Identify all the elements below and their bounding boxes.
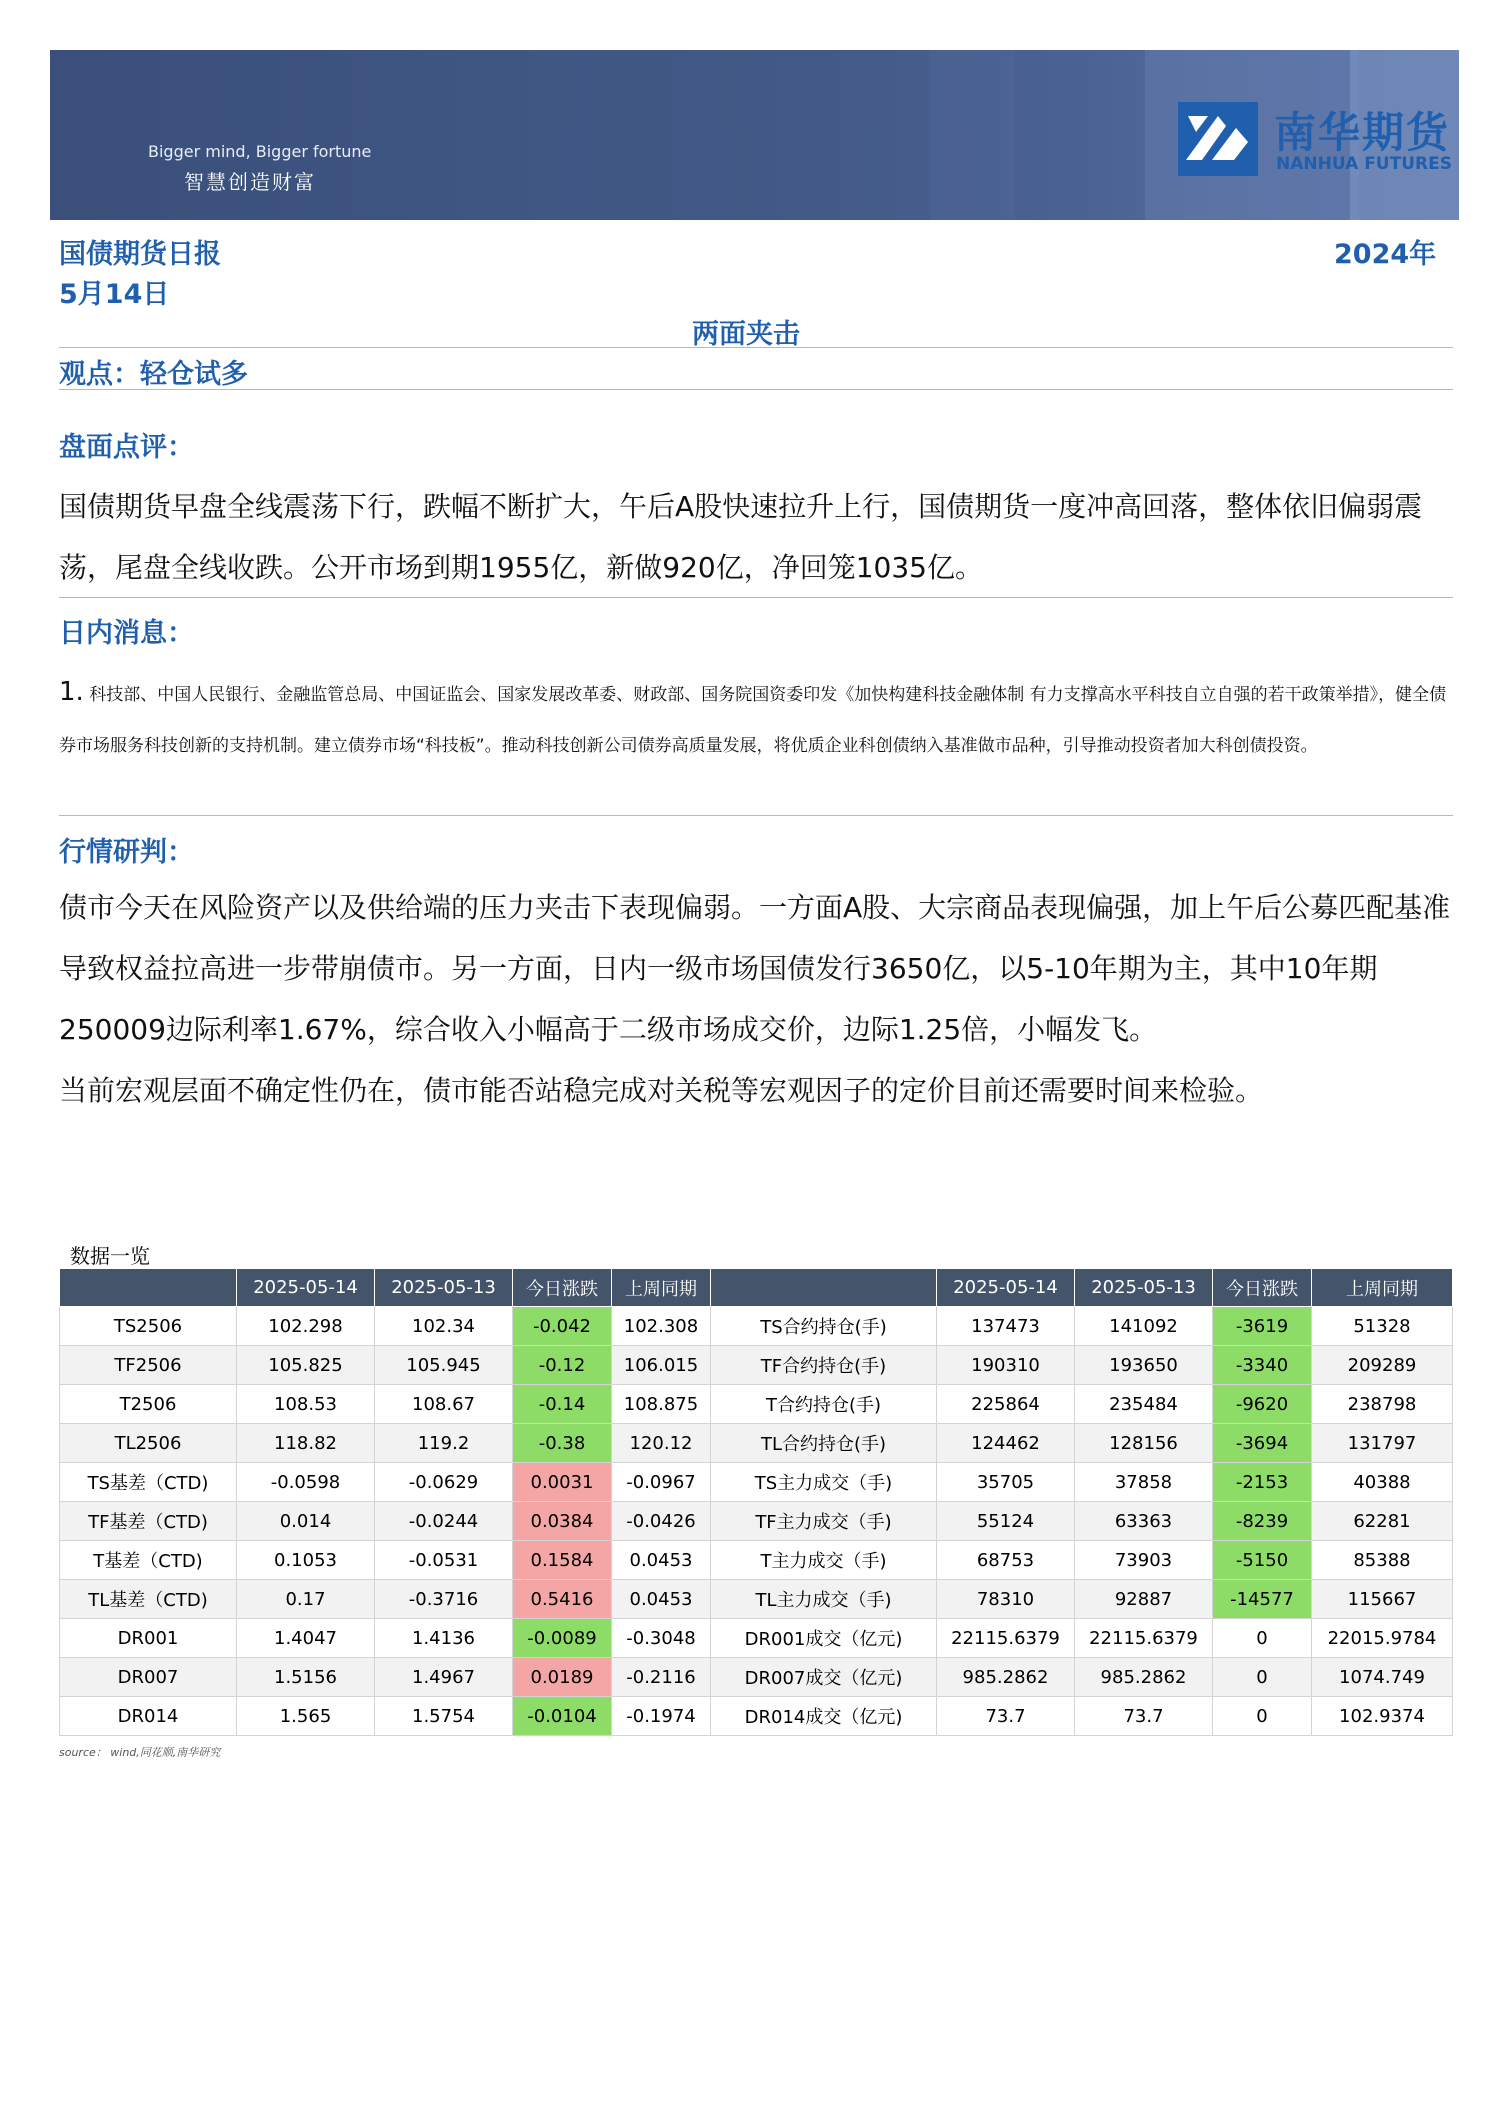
table-cell: 119.2 — [375, 1424, 513, 1463]
table-cell: 118.82 — [237, 1424, 375, 1463]
table-cell: -0.0598 — [237, 1463, 375, 1502]
table-cell: 0.0453 — [612, 1580, 711, 1619]
table-cell: DR014成交（亿元) — [711, 1697, 937, 1736]
table-cell: -9620 — [1213, 1385, 1312, 1424]
table-cell: 73.7 — [1075, 1697, 1213, 1736]
table-row — [60, 1502, 1453, 1541]
table-cell: 0.17 — [237, 1580, 375, 1619]
table-row — [60, 1580, 1453, 1619]
table-cell: T基差（CTD) — [60, 1541, 237, 1580]
table-cell: TS2506 — [60, 1307, 237, 1346]
table-cell: 37858 — [1075, 1463, 1213, 1502]
table-cell: 22115.6379 — [937, 1619, 1075, 1658]
divider — [59, 597, 1453, 598]
table-cell: TL合约持仓(手) — [711, 1424, 937, 1463]
table-cell: -0.3048 — [612, 1619, 711, 1658]
logo-text-chinese: 南华期货 — [1274, 108, 1451, 157]
data-table — [59, 1268, 1453, 1736]
news-number: 1. — [59, 677, 84, 707]
table-cell: -0.2116 — [612, 1658, 711, 1697]
table-cell: -0.14 — [513, 1385, 612, 1424]
column-header: 今日涨跌 — [1213, 1269, 1312, 1307]
table-cell: TL基差（CTD) — [60, 1580, 237, 1619]
table-row — [60, 1463, 1453, 1502]
column-header: 2025-05-14 — [237, 1269, 375, 1307]
company-logo — [1178, 102, 1459, 182]
slogan-chinese: 智慧创造财富 — [184, 170, 316, 194]
table-cell: -0.0426 — [612, 1502, 711, 1541]
table-cell: TL2506 — [60, 1424, 237, 1463]
table-cell: T合约持仓(手) — [711, 1385, 937, 1424]
table-row — [60, 1541, 1453, 1580]
table-cell: 108.875 — [612, 1385, 711, 1424]
table-cell: 128156 — [1075, 1424, 1213, 1463]
analysis-paragraph-1: 债市今天在风险资产以及供给端的压力夹击下表现偏弱。一方面A股、大宗商品表现偏强，加上午后公募匹配基准导致权益拉高进一步带崩债市。另一方面，日内一级市场国债发行3650亿，以5-10年期为主，其中10年期250009边际利率1.67%，综合收入小幅高于二级市场成交价，边际1.25倍，小幅发飞。 — [59, 891, 1451, 1046]
table-row — [60, 1385, 1453, 1424]
table-cell: 62281 — [1312, 1502, 1453, 1541]
table-cell: 0.0189 — [513, 1658, 612, 1697]
table-cell: 0 — [1213, 1619, 1312, 1658]
table-cell: -3340 — [1213, 1346, 1312, 1385]
table-cell: 35705 — [937, 1463, 1075, 1502]
table-cell: 108.53 — [237, 1385, 375, 1424]
table-cell: 137473 — [937, 1307, 1075, 1346]
table-cell: 105.825 — [237, 1346, 375, 1385]
column-header: 上周同期 — [612, 1269, 711, 1307]
table-cell: TS基差（CTD) — [60, 1463, 237, 1502]
table-cell: -2153 — [1213, 1463, 1312, 1502]
table-cell: 55124 — [937, 1502, 1075, 1541]
table-cell: 0.5416 — [513, 1580, 612, 1619]
table-cell: TF主力成交（手) — [711, 1502, 937, 1541]
report-year: 2024年 — [1334, 239, 1437, 270]
review-text: 国债期货早盘全线震荡下行，跌幅不断扩大，午后A股快速拉升上行，国债期货一度冲高回落，整体依旧偏弱震荡，尾盘全线收跌。公开市场到期1955亿，新做920亿，净回笼1035亿。 — [59, 490, 1423, 584]
report-date: 5月14日 — [59, 279, 170, 310]
table-cell: 1074.749 — [1312, 1658, 1453, 1697]
news-text: 科技部、中国人民银行、金融监管总局、中国证监会、国家发展改革委、财政部、国务院国资委印发《加快构建科技金融体制 有力支撑高水平科技自立自强的若干政策举措》，健全债券市场服务科技创新的支持机制。建立债券市场“科技板”。推动科技创新公司债券高质量发展，将优质企业科创债纳入基准做市品种，引导推动投资者加大科创债投资。 — [59, 685, 1447, 756]
table-cell: 0 — [1213, 1658, 1312, 1697]
table-cell: -0.1974 — [612, 1697, 711, 1736]
table-cell: DR014 — [60, 1697, 237, 1736]
table-cell: -3694 — [1213, 1424, 1312, 1463]
table-cell: TL主力成交（手) — [711, 1580, 937, 1619]
table-cell: 225864 — [937, 1385, 1075, 1424]
review-title: 盘面点评： — [59, 432, 194, 463]
table-cell: 40388 — [1312, 1463, 1453, 1502]
table-cell: -0.0104 — [513, 1697, 612, 1736]
table-cell: DR007成交（亿元) — [711, 1658, 937, 1697]
table-cell: 1.4047 — [237, 1619, 375, 1658]
analysis-paragraph-2: 当前宏观层面不确定性仍在，债市能否站稳完成对关税等宏观因子的定价目前还需要时间来检验。 — [59, 1074, 1264, 1107]
table-cell: -0.38 — [513, 1424, 612, 1463]
table-cell: 1.4136 — [375, 1619, 513, 1658]
table-cell: 85388 — [1312, 1541, 1453, 1580]
table-row — [60, 1619, 1453, 1658]
table-row — [60, 1424, 1453, 1463]
news-title: 日内消息： — [59, 618, 194, 649]
source-note: source： wind,同花顺,南华研究 — [59, 1746, 221, 1759]
table-cell: 1.4967 — [375, 1658, 513, 1697]
table-cell: 63363 — [1075, 1502, 1213, 1541]
table-cell: -0.042 — [513, 1307, 612, 1346]
table-cell: 102.308 — [612, 1307, 711, 1346]
nanhua-logo-icon — [1178, 102, 1258, 176]
table-cell: TF基差（CTD) — [60, 1502, 237, 1541]
table-cell: 102.9374 — [1312, 1697, 1453, 1736]
table-cell: 0.1053 — [237, 1541, 375, 1580]
table-cell: TS合约持仓(手) — [711, 1307, 937, 1346]
slogan-english: Bigger mind, Bigger fortune — [148, 142, 372, 161]
table-cell: 131797 — [1312, 1424, 1453, 1463]
table-cell: -3619 — [1213, 1307, 1312, 1346]
table-cell: -0.0629 — [375, 1463, 513, 1502]
column-header — [60, 1269, 237, 1307]
table-cell: 115667 — [1312, 1580, 1453, 1619]
table-cell: 22115.6379 — [1075, 1619, 1213, 1658]
table-cell: 1.5754 — [375, 1697, 513, 1736]
table-cell: 141092 — [1075, 1307, 1213, 1346]
table-cell: 102.298 — [237, 1307, 375, 1346]
table-row — [60, 1307, 1453, 1346]
column-header: 2025-05-14 — [937, 1269, 1075, 1307]
table-row — [60, 1658, 1453, 1697]
table-cell: 106.015 — [612, 1346, 711, 1385]
table-cell: DR001 — [60, 1619, 237, 1658]
table-cell: 0.014 — [237, 1502, 375, 1541]
table-cell: -5150 — [1213, 1541, 1312, 1580]
table-row — [60, 1697, 1453, 1736]
logo-text-english: NANHUA FUTURES — [1276, 154, 1452, 174]
table-cell: 73.7 — [937, 1697, 1075, 1736]
report-title: 国债期货日报 — [59, 239, 221, 270]
table-cell: 235484 — [1075, 1385, 1213, 1424]
table-cell: T主力成交（手) — [711, 1541, 937, 1580]
table-cell: 92887 — [1075, 1580, 1213, 1619]
table-cell: 209289 — [1312, 1346, 1453, 1385]
table-cell: 190310 — [937, 1346, 1075, 1385]
table-cell: DR007 — [60, 1658, 237, 1697]
divider — [59, 347, 1453, 348]
table-cell: 78310 — [937, 1580, 1075, 1619]
table-cell: 124462 — [937, 1424, 1075, 1463]
table-cell: 68753 — [937, 1541, 1075, 1580]
column-header: 2025-05-13 — [375, 1269, 513, 1307]
headline: 两面夹击 — [692, 319, 800, 350]
table-cell: 102.34 — [375, 1307, 513, 1346]
table-cell: TF合约持仓(手) — [711, 1346, 937, 1385]
table-cell: -14577 — [1213, 1580, 1312, 1619]
table-cell: 51328 — [1312, 1307, 1453, 1346]
table-cell: TF2506 — [60, 1346, 237, 1385]
column-header: 今日涨跌 — [513, 1269, 612, 1307]
table-cell: 0.0453 — [612, 1541, 711, 1580]
table-header-row — [60, 1269, 1453, 1307]
table-cell: 0.1584 — [513, 1541, 612, 1580]
table-cell: -0.0244 — [375, 1502, 513, 1541]
table-cell: T2506 — [60, 1385, 237, 1424]
table-cell: 120.12 — [612, 1424, 711, 1463]
table-cell: -0.0967 — [612, 1463, 711, 1502]
table-cell: 22015.9784 — [1312, 1619, 1453, 1658]
table-cell: DR001成交（亿元) — [711, 1619, 937, 1658]
table-cell: 108.67 — [375, 1385, 513, 1424]
column-header — [711, 1269, 937, 1307]
table-cell: 1.5156 — [237, 1658, 375, 1697]
table-cell: -8239 — [1213, 1502, 1312, 1541]
table-cell: 73903 — [1075, 1541, 1213, 1580]
divider — [59, 815, 1453, 816]
viewpoint: 观点：轻仓试多 — [59, 359, 248, 390]
table-cell: 985.2862 — [937, 1658, 1075, 1697]
table-cell: 0 — [1213, 1697, 1312, 1736]
table-caption: 数据一览 — [70, 1244, 150, 1268]
table-cell: TS主力成交（手) — [711, 1463, 937, 1502]
table-cell: 985.2862 — [1075, 1658, 1213, 1697]
table-cell: -0.0089 — [513, 1619, 612, 1658]
table-cell: 0.0384 — [513, 1502, 612, 1541]
table-cell: -0.12 — [513, 1346, 612, 1385]
table-cell: 238798 — [1312, 1385, 1453, 1424]
table-cell: 1.565 — [237, 1697, 375, 1736]
table-cell: -0.3716 — [375, 1580, 513, 1619]
header-banner — [50, 50, 1459, 220]
column-header: 上周同期 — [1312, 1269, 1453, 1307]
table-cell: 105.945 — [375, 1346, 513, 1385]
column-header: 2025-05-13 — [1075, 1269, 1213, 1307]
table-cell: 193650 — [1075, 1346, 1213, 1385]
analysis-title: 行情研判： — [59, 837, 194, 868]
table-cell: 0.0031 — [513, 1463, 612, 1502]
divider — [59, 389, 1453, 390]
table-cell: -0.0531 — [375, 1541, 513, 1580]
table-row — [60, 1346, 1453, 1385]
news-item — [59, 667, 1451, 772]
